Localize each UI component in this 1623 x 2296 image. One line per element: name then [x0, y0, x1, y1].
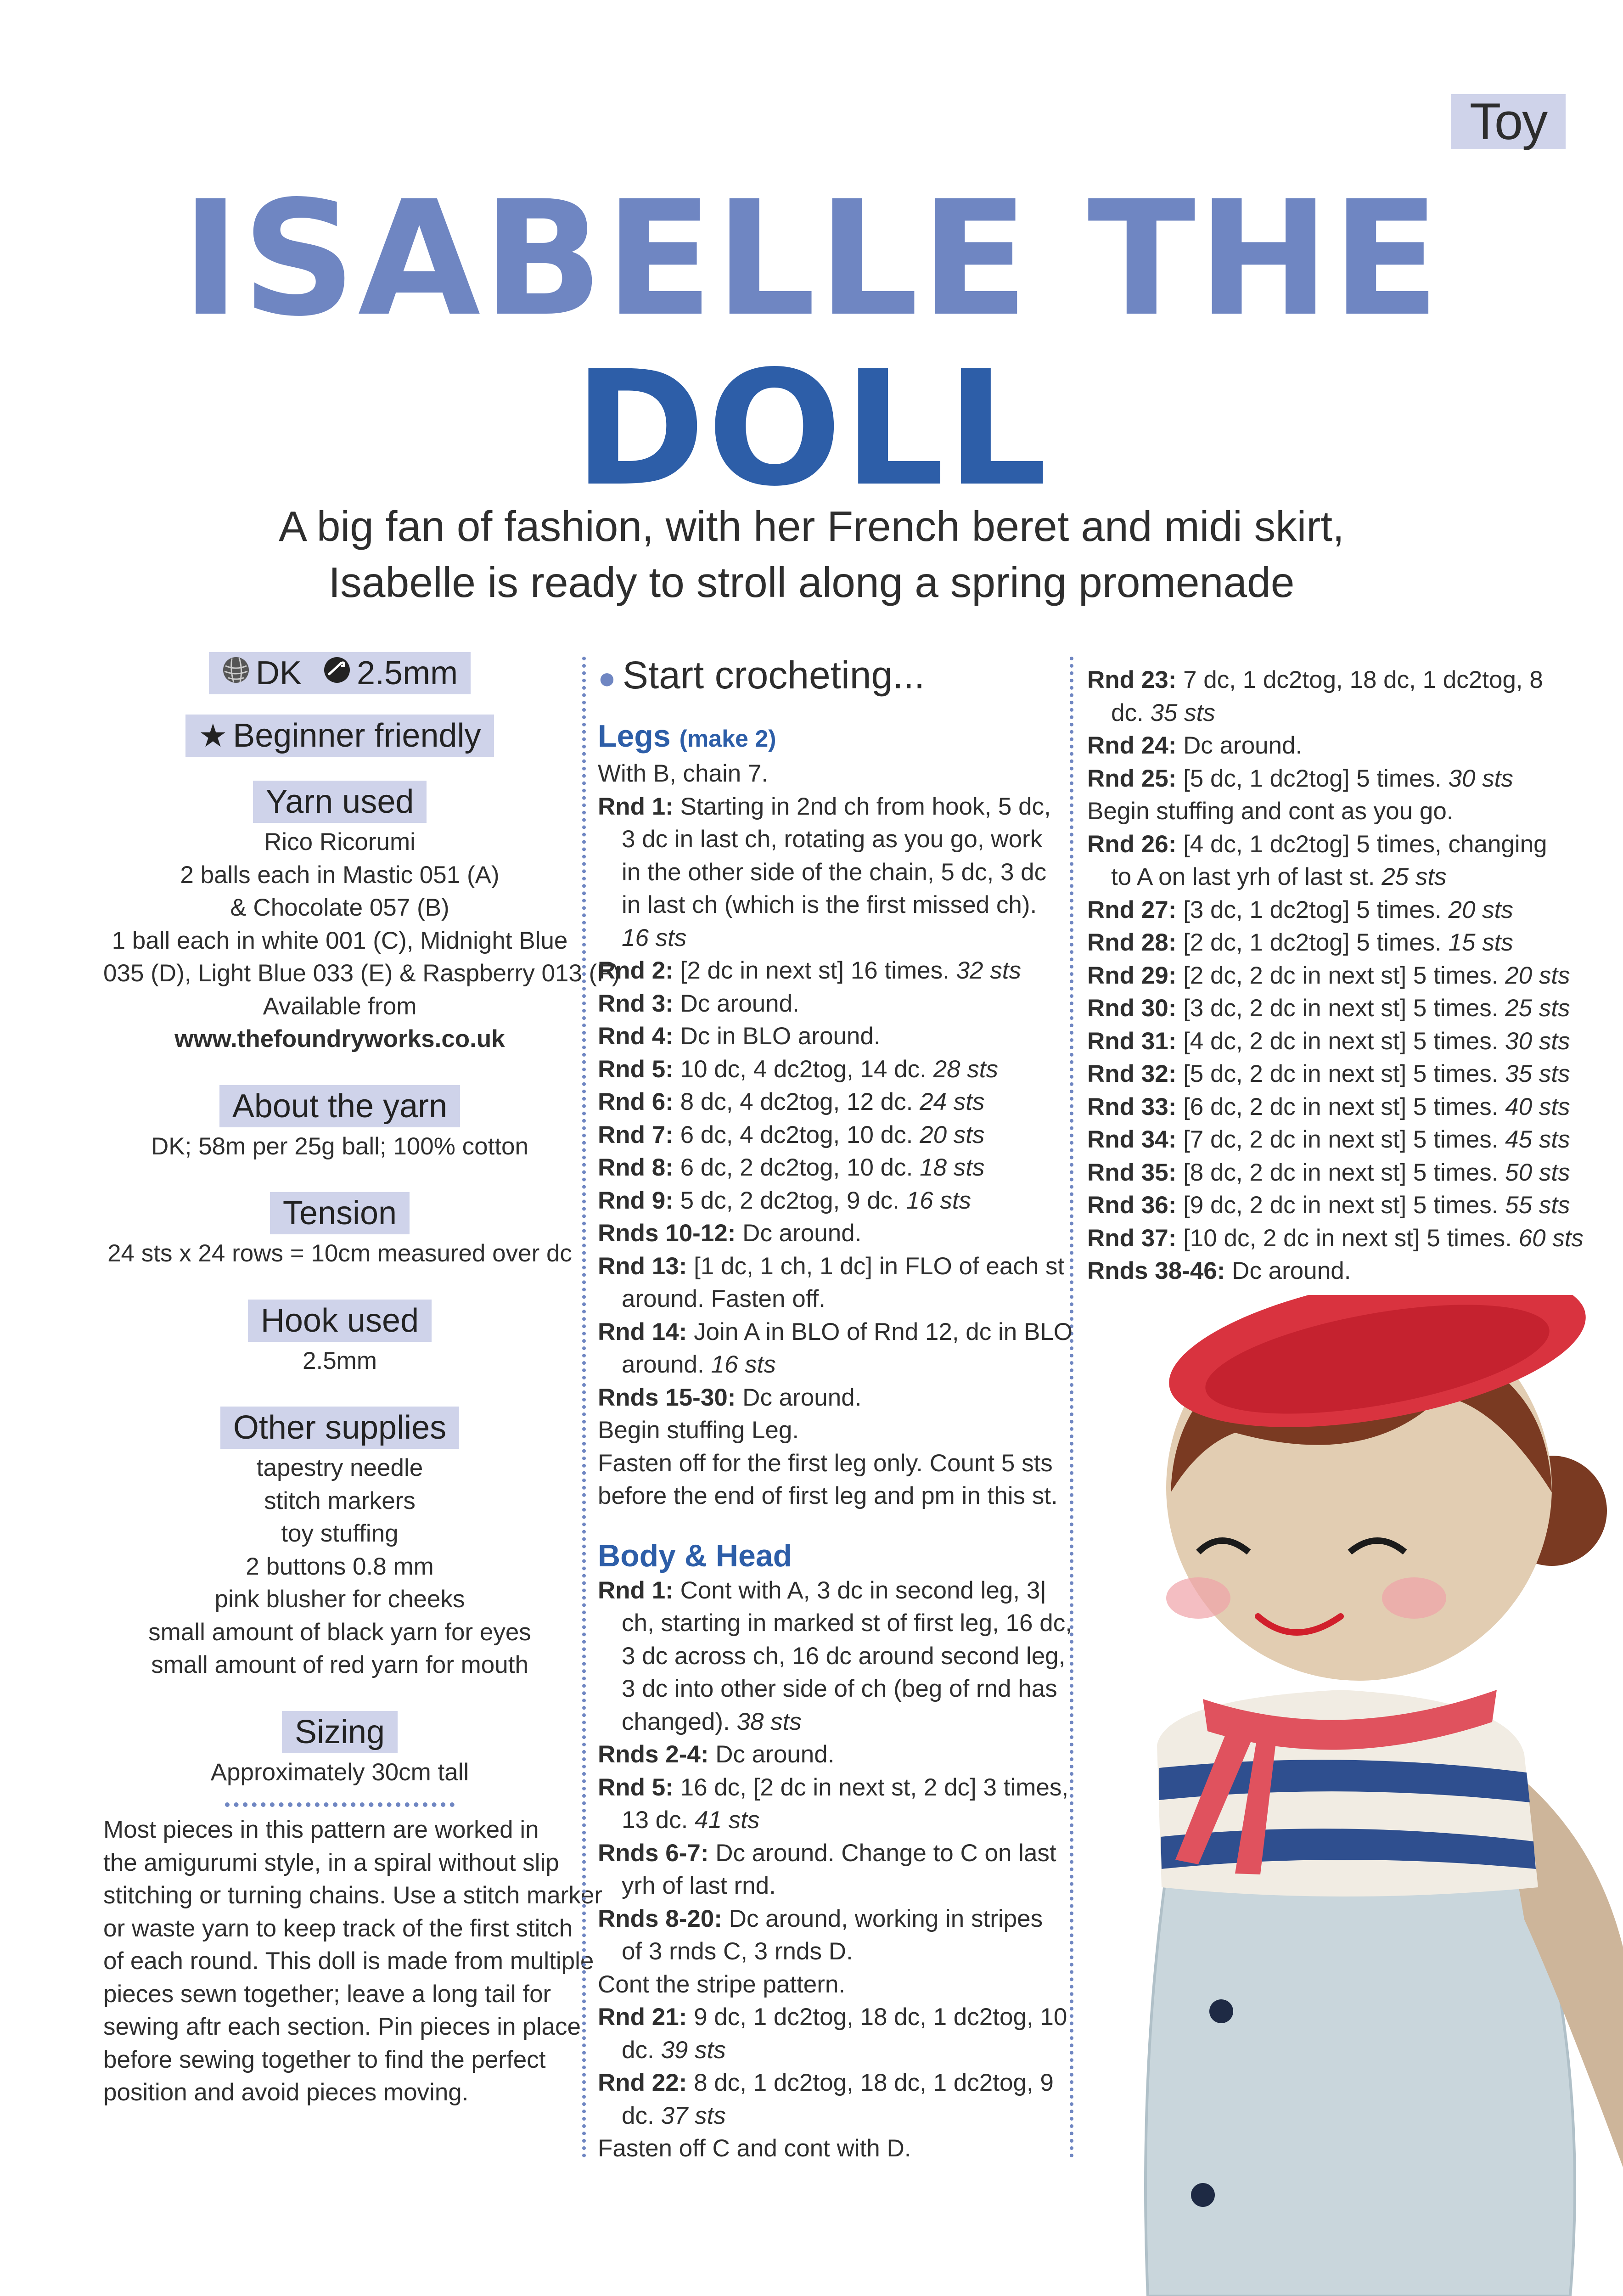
round-label: Rnd 8:	[598, 1154, 674, 1181]
legs-heading-text: Legs	[598, 719, 671, 754]
instruction-text: [2 dc, 2 dc in next st] 5 times.	[1176, 962, 1505, 989]
stitch-count: 32 sts	[956, 957, 1021, 984]
instruction-text: Cont with A, 3 dc in second leg, 3|	[673, 1576, 1047, 1604]
note-line: before sewing together to find the perfect	[103, 2046, 546, 2073]
instruction-line	[598, 823, 1061, 856]
instruction-line	[598, 1184, 1061, 1217]
instruction-line	[598, 1447, 1061, 1480]
instruction-text: [6 dc, 2 dc in next st] 5 times.	[1176, 1093, 1505, 1120]
instruction-line	[598, 856, 1061, 889]
instruction-line	[598, 2066, 1061, 2099]
start-heading	[598, 650, 1061, 703]
instruction-line	[598, 1837, 1061, 1870]
instruction-line	[1087, 664, 1546, 697]
pattern-column-2	[1087, 664, 1584, 1288]
instruction-line	[1087, 926, 1546, 959]
column-divider	[1070, 657, 1073, 2158]
hook-size: 2.5mm	[357, 655, 458, 692]
note-line: of each round. This doll is made from multiple	[103, 1947, 594, 1975]
instruction-text: Dc around.	[736, 1384, 862, 1411]
instruction-line	[598, 757, 1061, 790]
subtitle-line: A big fan of fashion, with her French beret and midi skirt,	[278, 502, 1344, 550]
round-label: Rnd 34:	[1087, 1126, 1177, 1153]
instruction-line	[1087, 795, 1546, 828]
instruction-text: to A on last yrh of last st.	[1111, 863, 1382, 890]
instruction-line	[598, 1316, 1073, 1349]
instruction-text: around.	[622, 1351, 711, 1378]
instruction-line	[598, 1574, 1061, 1607]
yarn-weight: DK	[255, 655, 302, 692]
hook-used-heading: Hook used	[248, 1300, 432, 1342]
body-head-heading: Body & Head	[598, 1538, 792, 1573]
instruction-line	[598, 1968, 1061, 2001]
stitch-count: 20 sts	[1505, 962, 1570, 989]
round-label: Rnd 1:	[598, 1576, 674, 1604]
instruction-text: Dc around, working in stripes	[722, 1905, 1043, 1932]
stitch-count: 25 sts	[1505, 995, 1570, 1022]
instruction-line	[598, 2099, 1061, 2133]
title-line-1: ISABELLE THE	[181, 167, 1442, 351]
body-head-instructions	[598, 1574, 1072, 2165]
instruction-text: [10 dc, 2 dc in next st] 5 times.	[1176, 1224, 1519, 1252]
round-label: Rnd 27:	[1087, 896, 1177, 923]
tension-heading: Tension	[270, 1192, 410, 1234]
instruction-line	[1087, 1123, 1570, 1156]
legs-heading	[598, 718, 1061, 757]
head-instructions	[1087, 664, 1584, 1288]
instruction-text: [5 dc, 1 dc2tog] 5 times.	[1176, 765, 1449, 792]
instruction-text: Dc around. Change to C on last	[708, 1839, 1056, 1867]
round-label: Rnd 24:	[1087, 732, 1177, 759]
instruction-line	[598, 1250, 1065, 1283]
stitch-count: 30 sts	[1505, 1027, 1570, 1055]
instruction-text: [8 dc, 2 dc in next st] 5 times.	[1176, 1159, 1505, 1186]
info-line: 1 ball each in white 001 (C), Midnight Blue	[112, 927, 568, 954]
sizing-text: Approximately 30cm tall	[210, 1758, 469, 1786]
instruction-line	[598, 1935, 1061, 1968]
stitch-count: 40 sts	[1505, 1093, 1570, 1120]
doll-photo	[1084, 1295, 1623, 2296]
instruction-line	[598, 1086, 1061, 1119]
supply-item: toy stuffing	[281, 1520, 399, 1547]
instruction-text: 6 dc, 4 dc2tog, 10 dc.	[673, 1121, 920, 1148]
yarn-ball-icon: ●	[598, 661, 616, 695]
instruction-text: of 3 rnds C, 3 rnds D.	[622, 1938, 853, 1965]
instruction-text: Dc around.	[736, 1220, 862, 1247]
instruction-line	[1087, 762, 1546, 795]
supplier-url: www.thefoundryworks.co.uk	[174, 1025, 505, 1052]
instruction-text: 8 dc, 4 dc2tog, 12 dc.	[673, 1088, 920, 1115]
other-supplies-heading: Other supplies	[220, 1407, 459, 1449]
round-label: Rnd 22:	[598, 2069, 687, 2096]
stitch-count: 55 sts	[1505, 1192, 1570, 1219]
yarn-ball-icon	[222, 652, 250, 694]
round-label: Rnd 26:	[1087, 830, 1177, 858]
round-label: Rnd 14:	[598, 1318, 687, 1345]
stitch-count: 16 sts	[622, 924, 687, 951]
instruction-text: [2 dc in next st] 16 times.	[673, 957, 956, 984]
stitch-count: 45 sts	[1505, 1126, 1570, 1153]
info-line: Available from	[263, 992, 417, 1020]
round-label: Rnd 1:	[598, 793, 674, 820]
instruction-line	[1087, 1255, 1546, 1288]
round-label: Rnd 2:	[598, 957, 674, 984]
subtitle	[138, 498, 1485, 610]
instruction-line	[598, 1672, 1061, 1705]
pattern-note	[103, 1813, 602, 2109]
instruction-text: [4 dc, 1 dc2tog] 5 times, changing	[1176, 830, 1547, 858]
instruction-text: With B, chain 7.	[598, 760, 769, 787]
instruction-line	[598, 1640, 1066, 1673]
instruction-text: Begin stuffing Leg.	[598, 1417, 799, 1444]
instruction-line	[1087, 959, 1570, 992]
instruction-text: Starting in 2nd ch from hook, 5 dc,	[673, 793, 1051, 820]
round-label: Rnds 2-4:	[598, 1741, 709, 1768]
instruction-line	[1087, 1091, 1570, 1124]
legs-instructions	[598, 757, 1073, 1513]
instruction-line	[598, 1480, 1061, 1513]
instruction-line	[598, 1020, 1061, 1053]
stitch-count: 16 sts	[906, 1187, 972, 1214]
round-label: Rnd 33:	[1087, 1093, 1177, 1120]
round-label: Rnd 13:	[598, 1252, 687, 1280]
stitch-count: 35 sts	[1150, 699, 1215, 726]
stitch-count: 24 sts	[920, 1088, 985, 1115]
instruction-text: Dc around.	[1225, 1257, 1351, 1284]
instruction-line	[1087, 828, 1546, 861]
column-divider	[582, 657, 586, 2158]
round-label: Rnd 30:	[1087, 995, 1177, 1022]
instruction-text: [3 dc, 1 dc2tog] 5 times.	[1176, 896, 1449, 923]
instruction-text: 9 dc, 1 dc2tog, 18 dc, 1 dc2tog, 10	[687, 2003, 1067, 2031]
supply-item: tapestry needle	[256, 1454, 423, 1481]
instruction-line	[598, 1283, 1061, 1316]
round-label: Rnd 5:	[598, 1773, 674, 1801]
instruction-text: 3 dc across ch, 16 dc around second leg,	[622, 1642, 1066, 1670]
pattern-column-1	[598, 650, 1073, 2165]
yarn-used-text	[103, 826, 620, 1056]
round-label: Rnd 23:	[1087, 666, 1177, 693]
round-label: Rnds 10-12:	[598, 1220, 736, 1247]
instruction-line	[598, 2034, 1061, 2067]
instruction-line	[598, 954, 1061, 987]
instruction-line	[1087, 1058, 1570, 1091]
instruction-line	[1087, 894, 1546, 927]
supply-item: pink blusher for cheeks	[214, 1586, 465, 1613]
instruction-line	[1087, 861, 1546, 894]
instruction-text: Cont the stripe pattern.	[598, 1970, 846, 1998]
note-line: Most pieces in this pattern are worked in	[103, 1816, 539, 1843]
round-label: Rnd 35:	[1087, 1159, 1177, 1186]
instruction-line	[598, 1053, 1061, 1086]
about-yarn-heading: About the yarn	[219, 1085, 460, 1127]
stitch-count: 20 sts	[1448, 896, 1513, 923]
instruction-text: 8 dc, 1 dc2tog, 18 dc, 1 dc2tog, 9	[687, 2069, 1054, 2096]
stitch-count: 15 sts	[1448, 929, 1513, 956]
round-label: Rnd 5:	[598, 1055, 674, 1083]
instruction-line	[1087, 697, 1546, 730]
instruction-text: 6 dc, 2 dc2tog, 10 dc.	[673, 1154, 920, 1181]
supply-item: 2 buttons 0.8 mm	[246, 1553, 434, 1580]
spec-pill	[209, 652, 471, 694]
category-tag: Toy	[1451, 94, 1566, 149]
instruction-text: 3 dc into other side of ch (beg of rnd has	[622, 1675, 1057, 1702]
round-label: Rnds 15-30:	[598, 1384, 736, 1411]
instruction-text: ch, starting in marked st of first leg, 16 dc,	[622, 1609, 1072, 1637]
stitch-count: 37 sts	[661, 2102, 726, 2129]
round-label: Rnd 32:	[1087, 1060, 1177, 1087]
instruction-line	[598, 790, 1061, 823]
subtitle-line: Isabelle is ready to stroll along a spring promenade	[328, 558, 1295, 606]
tension-text: 24 sts x 24 rows = 10cm measured over dc	[107, 1240, 572, 1267]
legs-heading-sub: (make 2)	[679, 726, 776, 752]
instruction-text: Dc around.	[708, 1741, 835, 1768]
instruction-text: 16 dc, [2 dc in next st, 2 dc] 3 times,	[673, 1773, 1069, 1801]
instruction-line	[598, 1804, 1061, 1837]
note-line: position and avoid pieces moving.	[103, 2079, 469, 2106]
note-line: the amigurumi style, in a spiral without slip	[103, 1849, 559, 1876]
instruction-line	[598, 889, 1061, 922]
hook-icon	[323, 652, 351, 694]
info-column	[103, 652, 620, 2109]
start-heading-text: Start crocheting...	[622, 653, 925, 697]
stitch-count: 41 sts	[695, 1806, 760, 1834]
round-label: Rnd 9:	[598, 1187, 674, 1214]
instruction-text: in last ch (which is the first missed ch).	[622, 891, 1037, 918]
difficulty-pill	[185, 715, 494, 757]
yarn-used-heading: Yarn used	[253, 781, 427, 823]
instruction-text: [5 dc, 2 dc in next st] 5 times.	[1176, 1060, 1505, 1087]
info-line: 2 balls each in Mastic 051 (A)	[180, 861, 500, 889]
instruction-text: 10 dc, 4 dc2tog, 14 dc.	[673, 1055, 933, 1083]
note-line: stitching or turning chains. Use a stitch marker	[103, 1882, 602, 1909]
instruction-line	[598, 1771, 1069, 1804]
instruction-line	[1087, 1189, 1570, 1222]
round-label: Rnd 31:	[1087, 1027, 1177, 1055]
instruction-line	[598, 1217, 1061, 1250]
instruction-line	[598, 1869, 1061, 1902]
instruction-text: Fasten off C and cont with D.	[598, 2135, 911, 2162]
round-label: Rnd 29:	[1087, 962, 1177, 989]
stitch-count: 25 sts	[1382, 863, 1447, 890]
star-icon: ★	[198, 718, 228, 754]
stitch-count: 38 sts	[736, 1708, 802, 1735]
instruction-line	[598, 1151, 1061, 1184]
instruction-line	[598, 2132, 1061, 2165]
round-label: Rnd 7:	[598, 1121, 674, 1148]
dotted-separator	[225, 1802, 455, 1807]
instruction-text: Dc in BLO around.	[673, 1023, 881, 1050]
instruction-text: dc.	[1111, 699, 1151, 726]
stitch-count: 28 sts	[933, 1055, 998, 1083]
stitch-count: 60 sts	[1518, 1224, 1584, 1252]
difficulty-label: Beginner friendly	[233, 717, 481, 754]
instruction-text: Begin stuffing and cont as you go.	[1087, 798, 1454, 825]
hook-used-text: 2.5mm	[303, 1347, 377, 1374]
round-label: Rnds 8-20:	[598, 1905, 722, 1932]
info-line: Rico Ricorumi	[264, 828, 416, 855]
instruction-text: 5 dc, 2 dc2tog, 9 dc.	[673, 1187, 906, 1214]
supply-item: small amount of black yarn for eyes	[148, 1618, 531, 1646]
round-label: Rnd 21:	[598, 2003, 687, 2031]
note-line: pieces sewn together; leave a long tail for	[103, 1980, 551, 2008]
stitch-count: 39 sts	[661, 2036, 726, 2064]
instruction-text: [2 dc, 1 dc2tog] 5 times.	[1176, 929, 1449, 956]
round-label: Rnd 25:	[1087, 765, 1177, 792]
instruction-text: around. Fasten off.	[622, 1285, 826, 1312]
title-line-2: DOLL	[573, 337, 1050, 521]
round-label: Rnd 4:	[598, 1023, 674, 1050]
info-line: 035 (D), Light Blue 033 (E) & Raspberry 013 (F)	[103, 960, 620, 987]
other-supplies-list	[103, 1452, 576, 1682]
stitch-count: 16 sts	[711, 1351, 776, 1378]
instruction-line	[598, 1902, 1061, 1936]
instruction-text: 7 dc, 1 dc2tog, 18 dc, 1 dc2tog, 8	[1176, 666, 1543, 693]
instruction-line	[1087, 729, 1546, 762]
stitch-count: 18 sts	[920, 1154, 985, 1181]
info-line: & Chocolate 057 (B)	[230, 894, 449, 921]
instruction-text: 13 dc.	[622, 1806, 695, 1834]
instruction-text: before the end of first leg and pm in this st.	[598, 1482, 1058, 1509]
instruction-line	[598, 2001, 1067, 2034]
instruction-line	[1087, 992, 1570, 1025]
note-line: or waste yarn to keep track of the first stitch	[103, 1914, 573, 1942]
about-yarn-text: DK; 58m per 25g ball; 100% cotton	[151, 1132, 528, 1160]
supply-item: small amount of red yarn for mouth	[151, 1651, 528, 1678]
note-line: sewing aftr each section. Pin pieces in place	[103, 2013, 581, 2040]
instruction-line	[598, 1119, 1061, 1152]
instruction-line	[598, 987, 1061, 1020]
instruction-text: in the other side of the chain, 5 dc, 3 dc	[622, 858, 1047, 886]
sizing-heading: Sizing	[282, 1711, 398, 1753]
instruction-line	[1087, 1222, 1584, 1255]
round-label: Rnds 38-46:	[1087, 1257, 1225, 1284]
instruction-line	[1087, 1025, 1570, 1058]
instruction-text: [7 dc, 2 dc in next st] 5 times.	[1176, 1126, 1505, 1153]
round-label: Rnd 6:	[598, 1088, 674, 1115]
instruction-line	[598, 1414, 1061, 1447]
instruction-line	[598, 1607, 1072, 1640]
instruction-line	[598, 1738, 1061, 1771]
instruction-line	[1087, 1156, 1570, 1189]
instruction-text: Join A in BLO of Rnd 12, dc in BLO	[687, 1318, 1073, 1345]
instruction-text: dc.	[622, 2036, 661, 2064]
instruction-text: Dc around.	[673, 990, 799, 1017]
supply-item: stitch markers	[264, 1487, 416, 1514]
stitch-count: 35 sts	[1505, 1060, 1570, 1087]
round-label: Rnds 6-7:	[598, 1839, 709, 1867]
instruction-text: 3 dc in last ch, rotating as you go, work	[622, 826, 1043, 853]
stitch-count: 20 sts	[920, 1121, 985, 1148]
instruction-text: Fasten off for the first leg only. Count 5 sts	[598, 1449, 1053, 1477]
round-label: Rnd 28:	[1087, 929, 1177, 956]
round-label: Rnd 3:	[598, 990, 674, 1017]
instruction-text: yrh of last rnd.	[622, 1872, 776, 1899]
instruction-text: changed).	[622, 1708, 737, 1735]
instruction-line	[598, 1348, 1061, 1381]
instruction-text: [4 dc, 2 dc in next st] 5 times.	[1176, 1027, 1505, 1055]
instruction-text: dc.	[622, 2102, 661, 2129]
instruction-line	[598, 922, 1061, 955]
instruction-text: Dc around.	[1176, 732, 1303, 759]
instruction-text: [1 dc, 1 ch, 1 dc] in FLO of each st	[687, 1252, 1065, 1280]
round-label: Rnd 36:	[1087, 1192, 1177, 1219]
instruction-text: [9 dc, 2 dc in next st] 5 times.	[1176, 1192, 1505, 1219]
stitch-count: 30 sts	[1448, 765, 1513, 792]
stitch-count: 50 sts	[1505, 1159, 1570, 1186]
instruction-line	[598, 1381, 1061, 1414]
round-label: Rnd 37:	[1087, 1224, 1177, 1252]
instruction-line	[598, 1705, 1061, 1739]
instruction-text: [3 dc, 2 dc in next st] 5 times.	[1176, 995, 1505, 1022]
